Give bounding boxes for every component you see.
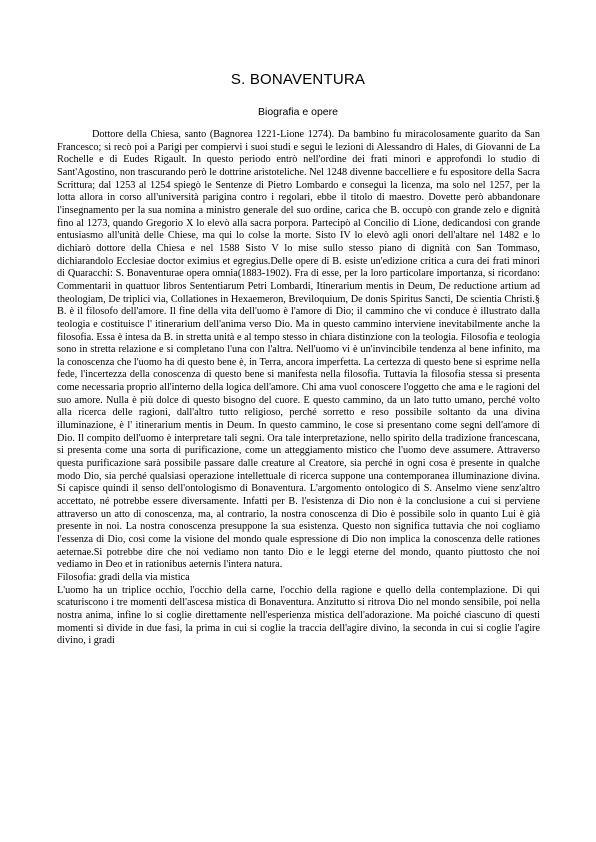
section-heading: Filosofia: gradi della via mistica: [57, 571, 190, 583]
page-subtitle: Biografia e opere: [258, 106, 338, 118]
paragraph-mystic-way: L'uomo ha un triplice occhio, l'occhio della carne, l'occhio della ragione e quello della contemplazione. Di qui scaturiscono i tre momenti dell'ascesa mistica di Bonaventura. Anzitutto si ritrova Dio nel mondo sensibile, poi nella nostra anima, infine lo si coglie direttamente nell'esperienza mistica dell'adorazione. Ma poiché ciascuno di questi momenti si divide in due fasi, la prima in cui si coglie la traccia dell'agire divino, la seconda in cui si coglie l'agire divino, i gradi: [57, 584, 540, 647]
paragraph-biography: Dottore della Chiesa, santo (Bagnorea 1221-Lione 1274). Da bambino fu miracolosamente guarito da San Francesco; si recò poi a Parigi per compiervi i suoi studi e seguì le lezioni di Alessandro di Hales, di Giovanni de La Rochelle e di Eudes Rigault. In questo periodo entrò nell'ordine dei frati minori e approfondì lo studio di Sant'Agostino, non trascurando però le dottrine aristoteliche. Nel 1248 divenne baccelliere e fu espositore della Sacra Scrittura; dal 1253 al 1254 spiegò le Sentenze di Pietro Lombardo e conseguì la licenza, ma solo nel 1257, per la lotta allora in corso all'università parigina contro i regolari, ebbe il titolo di maestro. Dovette però abbandonare l'insegnamento per la sua nomina a ministro generale del suo ordine, carica che B. occupò con grande zelo e dignità fino al 1273, quando Gregorio X lo elevò alla sacra porpora. Partecipò al Concilio di Lione, dedicandosi con grande entusiasmo all'unità delle Chiese, ma qui lo colse la morte. Sisto IV lo elevò agli onori dell'altare nel 1482 e lo dichiarò dottore della Chiesa e nel 1588 Sisto V lo mise sullo stesso piano di dignità con San Tommaso, dichiarandolo Ecclesiae doctor eximius et egregius.Delle opere di B. esiste un'edizione critica a cura dei frati minori di Quaracchi: S. Bonaventurae opera omnia(1883-1902). Fra di esse, per la loro particolare importanza, si ricordano: Commentarii in quattuor libros Sententiarum Petri Lombardi, Itinerarium mentis in Deum, De reductione artium ad theologiam, De triplici via, Collationes in Hexaemeron, Breviloquium, De donis Spiritus Sancti, De scientia Christi.§ B. è il filosofo dell'amore. Il fine della vita dell'uomo è l'amore di Dio; il cammino che vi conduce è illustrato dalla teologia e costituisce l' itinerarium dell'anima verso Dio. Ma in questo cammino interviene inevitabilmente anche la filosofia. Essa è intesa da B. in stretta unità e al tempo stesso in chiara distinzione con la teologia. Filosofia e teologia sono in stretta relazione e si completano l'una con l'altra. Nell'uomo vi è un'invincibile tendenza al bene infinito, ma la conoscenza che l'uomo ha di questo bene è, in Terra, ancora imperfetta. La certezza di questo bene si esprime nella fede, l'incertezza della conoscenza di questo bene si manifesta nella filosofia. Tuttavia la filosofia stessa si presenta come necessaria proprio all'interno della logica dell'amore. Chi ama vuol conoscere l'oggetto che ama e le ragioni del suo amore. Nulla è più dolce di questo bisogno del cuore. E questo cammino, da un lato tutto umano, perché volto alla ricerca delle ragioni, dall'altro tutto religioso, perché sorretto e reso possibile soltanto da una divina illuminazione, è l' itinerarium mentis in Deum. In questo cammino, le cose si presentano come segni dell'amore di Dio. Il compito dell'uomo è interpretare tali segni. Ora tale interpretazione, nello spirito della tradizione francescana, si presenta come una sorta di purificazione, come un atteggiamento mistico che l'uomo deve assumere. Attraverso questa purificazione sarà possibile passare dalle creature al Creatore, sia perché in ogni cosa è presente in qualche modo Dio, sia perché qualsiasi operazione intellettuale di ricerca suppone una contemporanea illuminazione divina. Si capisce quindi il senso dell'ontologismo di Bonaventura. L'argomento ontologico di S. Anselmo viene senz'altro accettato, né potrebbe essere diversamente. Infatti per B. l'esistenza di Dio non è la conclusione a cui si perviene attraverso un atto di conoscenza, ma, al contrario, la nostra conoscenza di Dio è possibile solo in quanto Lui è già presente in noi. La nostra conoscenza presuppone la sua esistenza. Questo non significa tuttavia che noi cogliamo l'essenza di Dio, così come la visione del mondo quale espressione di Dio non implica la conoscenza delle rationes aeternae.Si potrebbe dire che noi vediamo non tanto Dio e le leggi eterne del mondo, quanto piuttosto che noi vediamo in Deo et in rationibus aeternis l'intera natura.: [57, 129, 540, 571]
page-title: S. BONAVENTURA: [230, 71, 366, 88]
document-body: [57, 129, 540, 648]
